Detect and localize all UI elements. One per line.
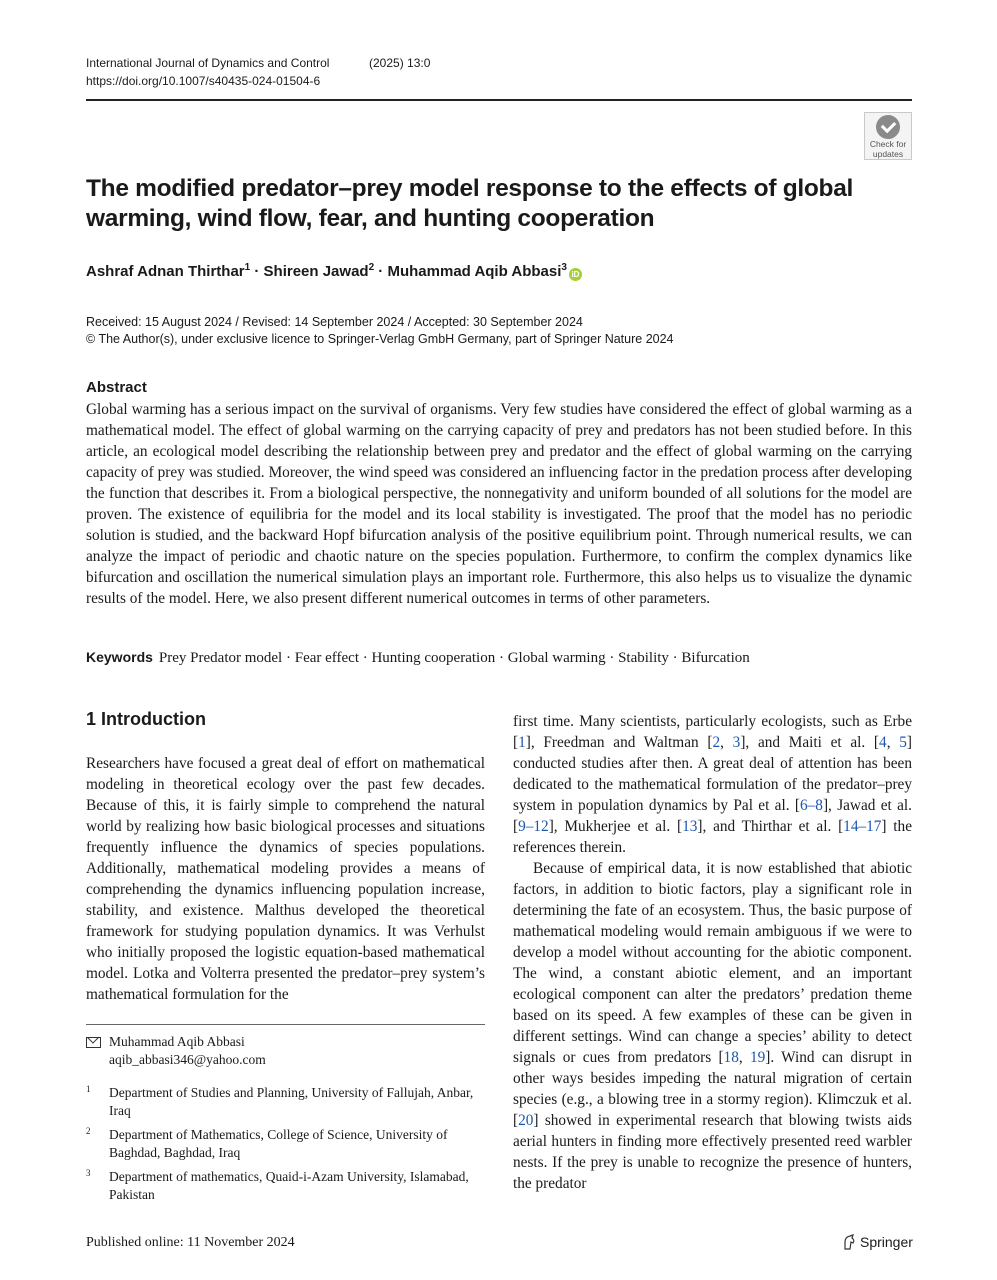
publisher-name: Springer	[860, 1234, 913, 1250]
text-run: ], and Maiti et al. [	[740, 734, 880, 751]
author-affiliation-mark: 2	[368, 262, 375, 273]
text-run: Because of empirical data, it is now established that abiotic factors, in addition to biotic factors, play a significant role in determining the fate of an ecosystem. Thus, the basic purpose of mathematical modeling would remain ambiguous if we were to develop a model without accounting for the abiotic component. The wind, a constant abiotic element, and an important ecological component can alter the predators’ predation theme based on its speed. A few examples of these can be given in different settings. Wind can change a species’ ability to detect signals or cues from predators [	[513, 860, 912, 1066]
affiliation-number: 1	[86, 1084, 91, 1094]
paragraph	[513, 711, 912, 858]
corresponding-author	[86, 1033, 266, 1069]
affiliation	[86, 1168, 485, 1204]
springer-horse-icon	[842, 1234, 856, 1250]
abstract-heading: Abstract	[86, 379, 147, 396]
journal-name: International Journal of Dynamics and Control	[86, 56, 330, 70]
citation-link[interactable]: 5	[899, 734, 907, 751]
orcid-icon[interactable]: iD	[569, 268, 582, 281]
intro-right-column	[513, 711, 912, 1194]
author-name[interactable]: Ashraf Adnan Thirthar	[86, 263, 245, 280]
check-updates-icon	[876, 115, 900, 139]
author-name[interactable]: Shireen Jawad	[263, 263, 369, 280]
citation-link[interactable]: 20	[518, 1112, 534, 1129]
citation-link[interactable]: 4	[879, 734, 887, 751]
citation-link[interactable]: 9–12	[518, 818, 549, 835]
contact-email[interactable]: aqib_abbasi346@yahoo.com	[109, 1052, 266, 1067]
text-run: ] showed in experimental research that blowing twists aids aerial hunters in finding more effectively presented reed warbler nests. If the prey is unable to recognize the presence of hunters, the predator	[513, 1112, 912, 1192]
paper-title: The modified predator–prey model response to the effects of global warming, wind flow, fear, and hunting cooperation	[86, 175, 854, 232]
affiliation	[86, 1126, 485, 1162]
author-name[interactable]: Muhammad Aqib Abbasi	[387, 263, 562, 280]
text-run: ] the references therein.	[513, 818, 912, 856]
citation-link[interactable]: 2	[712, 734, 721, 751]
contact-name: Muhammad Aqib Abbasi	[109, 1034, 245, 1049]
publisher-logo[interactable]	[842, 1234, 913, 1250]
text-run: ], Freedman and Waltman [	[525, 734, 713, 751]
author-list	[86, 262, 582, 281]
text-run: ,	[720, 734, 733, 751]
affiliation-text: Department of mathematics, Quaid-i-Azam University, Islamabad, Pakistan	[109, 1169, 469, 1202]
intro-left-column: Researchers have focused a great deal of effort on mathematical modeling in theoretical ecology over the past few decades. Because of this, it is fairly simple to comprehend the natural world by realizing how basic biological processes and situations frequently influence the dynamics of species populations. Additionally, mathematical modeling provides a means of comprehending the dynamics influencing population increase, stability, and existence. Malthus developed the theoretical framework for studying population dynamics. It was Verhulst who initially proposed the logistic equation-based mathematical model. Lotka and Volterra presented the predator–prey system’s mathematical formulation for the	[86, 755, 485, 1003]
text-run: ,	[886, 734, 900, 751]
published-date: Published online: 11 November 2024	[86, 1235, 295, 1250]
author-affiliation-mark: 3	[561, 262, 567, 273]
text-run: ], and Thirthar et al. [	[697, 818, 844, 835]
keywords	[86, 649, 750, 667]
article-dates: Received: 15 August 2024 / Revised: 14 September 2024 / Accepted: 30 September 2024	[86, 315, 583, 329]
copyright-notice: © The Author(s), under exclusive licence to Springer-Verlag GmbH Germany, part of Springer Nature 2024	[86, 332, 674, 346]
check-for-updates-badge[interactable]	[864, 112, 912, 160]
citation-link[interactable]: 3	[732, 734, 741, 751]
text-run: ], Jawad et al. [	[513, 797, 912, 835]
issue-number: (2025) 13:0	[369, 56, 431, 70]
affiliation-number: 2	[86, 1126, 91, 1136]
keywords-heading: Keywords	[86, 649, 153, 665]
text-run: first time. Many scientists, particularly ecologists, such as Erbe [	[513, 713, 912, 751]
text-run: ] conducted studies after then. A great deal of attention has been dedicated to the mathematical formulation of the predator–prey system in population dynamics by Pal et al. [	[513, 734, 912, 814]
author-affiliation-mark: 1	[244, 262, 251, 273]
abstract-text: Global warming has a serious impact on the survival of organisms. Very few studies have considered the effect of global warming as a mathematical model. The effect of global warming on the carrying capacity of prey and predators has not been studied before. In this article, an ecological model describing the relationship between prey and predator and the effect of global warming on the carrying capacity of prey was studied. Moreover, the wind speed was considered an influencing factor in the predation process after developing the function that describes it. From a biological perspective, the nonnegativity and uniform bounded of all solutions for the model are proven. The existence of equilibria for the model and its local stability is investigated. The proof that the model has no periodic solution is studied, and the backward Hopf bifurcation analysis of the positive equilibrium point. Through numerical results, we can analyze the impact of periodic and chaotic nature on the species population. Furthermore, to confirm the complex dynamics like bifurcation and oscillation the numerical simulation plays an important role. Furthermore, this also helps us to visualize the dynamic results of the model. Here, we also present different numerical outcomes in terms of other parameters.	[86, 401, 912, 607]
badge-label-line1: Check for	[869, 139, 907, 149]
affiliation	[86, 1084, 485, 1120]
text-run: ,	[738, 1049, 750, 1066]
affiliation-text: Department of Mathematics, College of Science, University of Baghdad, Baghdad, Iraq	[109, 1127, 448, 1160]
envelope-icon	[86, 1037, 101, 1048]
citation-link[interactable]: 6–8	[799, 797, 823, 814]
keywords-list: Prey Predator model · Fear effect · Hunting cooperation · Global warming · Stability · Bifurcation	[158, 650, 750, 666]
citation-link[interactable]: 18	[723, 1049, 739, 1066]
citation-link[interactable]: 19	[749, 1049, 766, 1066]
paragraph	[513, 858, 912, 1194]
footnote-divider	[86, 1024, 485, 1025]
text-run: ], Mukherjee et al. [	[548, 818, 683, 835]
citation-link[interactable]: 14–17	[843, 818, 882, 835]
badge-label-line2: updates	[872, 149, 904, 159]
author-separator: ·	[250, 263, 264, 280]
citation-link[interactable]: 13	[682, 818, 698, 835]
header-divider	[86, 99, 912, 101]
doi-link[interactable]: https://doi.org/10.1007/s40435-024-01504-6	[86, 74, 321, 88]
author-separator: ·	[374, 263, 388, 280]
affiliation-number: 3	[86, 1168, 91, 1178]
section-heading: 1 Introduction	[86, 709, 206, 729]
citation-link[interactable]: 1	[518, 734, 526, 751]
affiliation-text: Department of Studies and Planning, University of Fallujah, Anbar, Iraq	[109, 1085, 474, 1118]
text-run: ]. Wind can disrupt in other ways besides impeding the natural migration of certain species (e.g., a blowing tree in a stormy region). Klimczuk et al. [	[513, 1049, 912, 1129]
